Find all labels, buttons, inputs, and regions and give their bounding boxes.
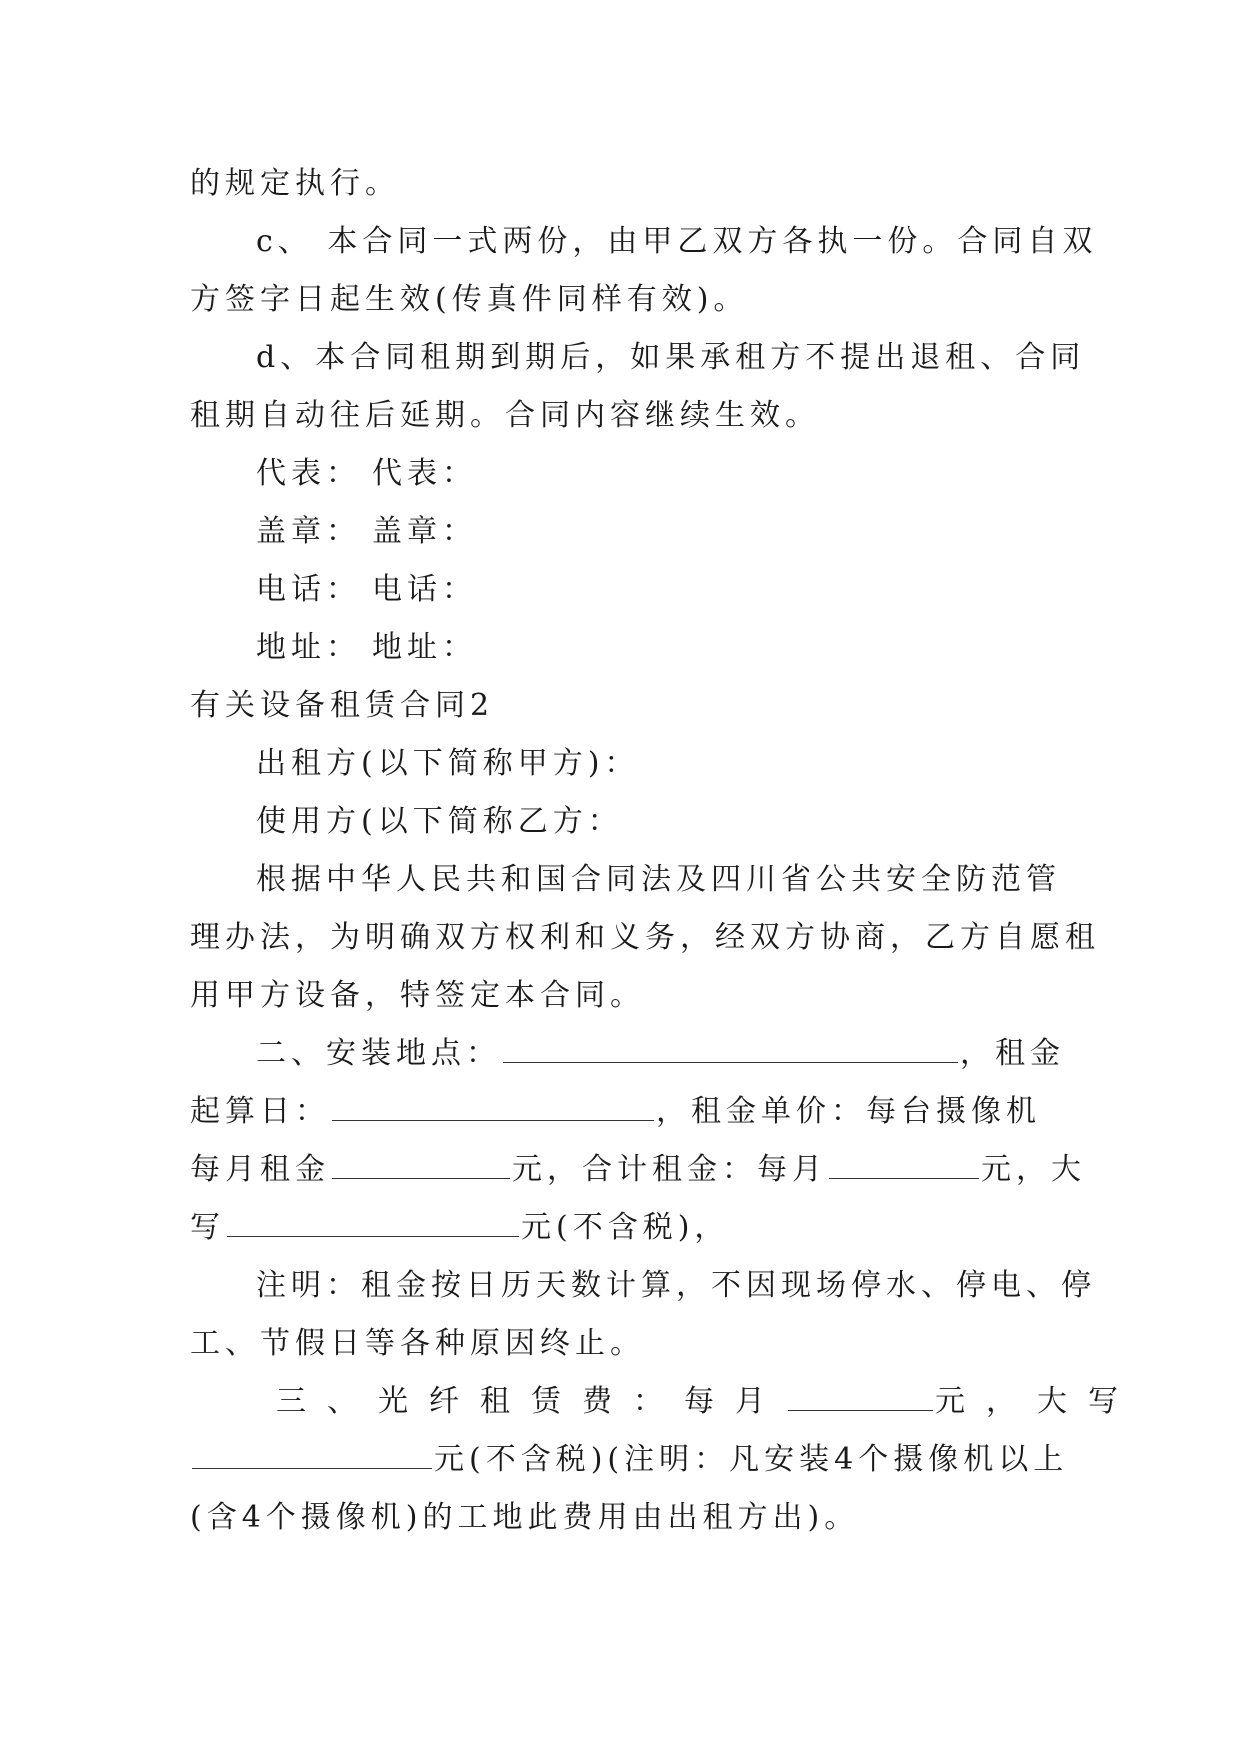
rent-start-date-blank[interactable] [332, 1098, 654, 1121]
signature-row-seal [190, 503, 1050, 561]
clause-text: 每月租金 [190, 1152, 330, 1187]
clause2-line [190, 1199, 1050, 1257]
lessee-line: 使用方(以下简称乙方： [256, 804, 623, 839]
fiber-fee-words-blank[interactable] [192, 1446, 432, 1469]
clause-text: 元，合计租金：每月 [512, 1152, 827, 1187]
signature-row-representative [190, 445, 1050, 503]
preamble-line: 理办法，为明确双方权利和义务，经双方协商，乙方自愿租 [190, 920, 1100, 955]
clause-text: 元，大写 [935, 1384, 1139, 1419]
text-line: 方签字日起生效(传真件同样有效)。 [190, 282, 749, 317]
total-monthly-rent-blank[interactable] [829, 1156, 979, 1179]
clause-text: 起算日： [190, 1094, 330, 1129]
signature-label: 代表： [372, 456, 477, 491]
section-title: 有关设备租赁合同2 [190, 688, 495, 723]
document-page [190, 155, 1139, 1547]
note-line: 注明：租金按日历天数计算，不因现场停水、停电、停 [256, 1268, 1096, 1303]
clause-text: ，租金单价：每台摄像机 [656, 1094, 1041, 1129]
fiber-fee-blank[interactable] [788, 1388, 933, 1411]
clause2-line [190, 1083, 1050, 1141]
signature-row-address [190, 619, 1050, 677]
signature-label: 电话： [256, 572, 361, 607]
text-line: 租期自动往后延期。合同内容继续生效。 [190, 398, 820, 433]
clause3-line: (含4个摄像机)的工地此费用由出租方出)。 [190, 1500, 860, 1535]
amount-in-words-blank[interactable] [227, 1214, 519, 1237]
clause-text: 写 [190, 1210, 225, 1245]
clause2-line [190, 1141, 1086, 1199]
note-line: 工、节假日等各种原因终止。 [190, 1326, 645, 1361]
text-line: d、本合同租期到期后，如果承租方不提出退租、合同 [256, 340, 1086, 375]
clause-text: 三、光纤租赁费：每月 [276, 1384, 786, 1419]
preamble-line: 用甲方设备，特签定本合同。 [190, 978, 645, 1013]
text-line: 的规定执行。 [190, 166, 400, 201]
signature-label: 电话： [372, 572, 477, 607]
install-site-blank[interactable] [503, 1040, 958, 1063]
clause-text: ，租金 [960, 1036, 1065, 1071]
clause2-line [190, 1025, 1065, 1083]
lessor-line: 出租方(以下简称甲方)： [256, 746, 640, 781]
clause3-line [190, 1431, 1069, 1489]
text-line: c、 本合同一式两份，由甲乙双方各执一份。合同自双 [256, 224, 1098, 259]
signature-label: 地址： [372, 630, 477, 665]
clause-text: 元，大 [981, 1152, 1086, 1187]
signature-label: 地址： [256, 630, 361, 665]
clause3-line [190, 1373, 1139, 1431]
preamble-line: 根据中华人民共和国合同法及四川省公共安全防范管 [256, 862, 1061, 897]
signature-label: 代表： [256, 456, 361, 491]
signature-row-phone [190, 561, 1050, 619]
signature-label: 盖章： [372, 514, 477, 549]
monthly-rent-blank[interactable] [332, 1156, 510, 1179]
clause-text: 元(不含税)(注明：凡安装4个摄像机以上 [434, 1442, 1069, 1477]
clause-text: 二、安装地点： [256, 1036, 501, 1071]
signature-label: 盖章： [256, 514, 361, 549]
clause-text: 元(不含税)， [521, 1210, 730, 1245]
